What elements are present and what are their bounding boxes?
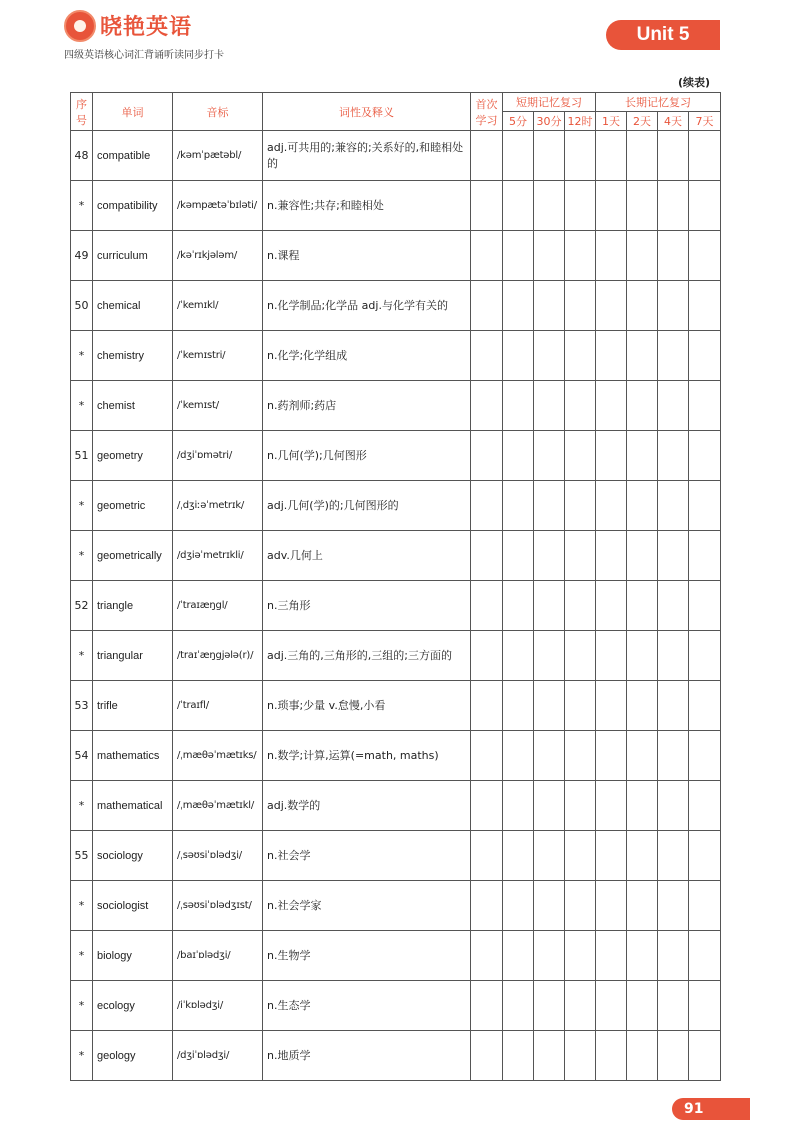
table-row [71,531,721,581]
row-phonetic: /ˈtraɪæŋgl/ [173,581,263,631]
checkin-cell[interactable] [534,631,565,681]
checkin-cell[interactable] [503,831,534,881]
checkin-cell[interactable] [658,131,689,181]
table-row [71,381,721,431]
checkin-cell[interactable] [658,681,689,731]
checkin-cell[interactable] [627,181,658,231]
checkin-cell[interactable] [534,1031,565,1081]
checkin-cell[interactable] [596,431,627,481]
row-word: ecology [93,981,173,1031]
row-word: compatibility [93,181,173,231]
row-phonetic: /ˈtraɪfl/ [173,681,263,731]
header-phonetic: 音标 [173,93,263,131]
checkin-cell[interactable] [471,931,503,981]
checkin-cell[interactable] [471,881,503,931]
header-short-col: 12时 [565,112,596,131]
checkin-cell[interactable] [627,881,658,931]
row-word: chemist [93,381,173,431]
table-row [71,881,721,931]
row-index: * [71,631,93,681]
checkin-cell[interactable] [565,281,596,331]
row-meaning: n.药剂师;药店 [263,381,471,431]
brand-logo-icon [64,10,96,42]
table-row [71,931,721,981]
row-word: geometrically [93,531,173,581]
checkin-cell[interactable] [471,431,503,481]
row-word: geometry [93,431,173,481]
header-long-col: 1天 [596,112,627,131]
row-index: 52 [71,581,93,631]
row-word: trifle [93,681,173,731]
checkin-cell[interactable] [565,531,596,581]
checkin-cell[interactable] [627,231,658,281]
checkin-cell[interactable] [627,931,658,981]
checkin-cell[interactable] [565,631,596,681]
row-word: triangle [93,581,173,631]
checkin-cell[interactable] [534,681,565,731]
checkin-cell[interactable] [534,181,565,231]
checkin-cell[interactable] [627,431,658,481]
checkin-cell[interactable] [534,831,565,881]
row-phonetic: /ˌdʒiːəˈmetrɪk/ [173,481,263,531]
row-index: * [71,981,93,1031]
checkin-cell[interactable] [596,731,627,781]
checkin-cell[interactable] [534,931,565,981]
row-index: 51 [71,431,93,481]
row-phonetic: /kəmpætəˈbɪləti/ [173,181,263,231]
table-row [71,731,721,781]
header-long-col: 4天 [658,112,689,131]
checkin-cell[interactable] [689,281,721,331]
row-word: chemistry [93,331,173,381]
row-index: 53 [71,681,93,731]
row-phonetic: /baɪˈɒlədʒi/ [173,931,263,981]
checkin-cell[interactable] [658,581,689,631]
checkin-cell[interactable] [503,481,534,531]
row-index: * [71,931,93,981]
checkin-cell[interactable] [689,181,721,231]
checkin-cell[interactable] [689,1031,721,1081]
row-index: * [71,331,93,381]
row-meaning: n.几何(学);几何图形 [263,431,471,481]
checkin-cell[interactable] [689,931,721,981]
header-long-col: 7天 [689,112,721,131]
checkin-cell[interactable] [471,331,503,381]
checkin-cell[interactable] [627,281,658,331]
checkin-cell[interactable] [534,731,565,781]
checkin-cell[interactable] [658,981,689,1031]
row-meaning: adj.三角的,三角形的,三组的;三方面的 [263,631,471,681]
row-meaning: n.社会学 [263,831,471,881]
checkin-cell[interactable] [534,131,565,181]
row-meaning: n.数学;计算,运算(=math, maths) [263,731,471,781]
checkin-cell[interactable] [658,531,689,581]
checkin-cell[interactable] [596,581,627,631]
row-word: compatible [93,131,173,181]
checkin-cell[interactable] [534,581,565,631]
checkin-cell[interactable] [689,481,721,531]
checkin-cell[interactable] [658,231,689,281]
row-index: * [71,381,93,431]
row-meaning: n.化学制品;化学品 adj.与化学有关的 [263,281,471,331]
checkin-cell[interactable] [627,731,658,781]
header-meaning: 词性及释义 [263,93,471,131]
row-index: * [71,881,93,931]
checkin-cell[interactable] [596,681,627,731]
row-index: * [71,481,93,531]
row-phonetic: /ˈkemɪkl/ [173,281,263,331]
row-word: geology [93,1031,173,1081]
table-row [71,1031,721,1081]
checkin-cell[interactable] [503,981,534,1031]
checkin-cell[interactable] [534,431,565,481]
header-short-col: 5分 [503,112,534,131]
checkin-cell[interactable] [689,981,721,1031]
row-index: 49 [71,231,93,281]
row-meaning: n.生物学 [263,931,471,981]
checkin-cell[interactable] [627,631,658,681]
row-meaning: n.兼容性;共存;和睦相处 [263,181,471,231]
checkin-cell[interactable] [534,481,565,531]
continued-label: (续表) [678,76,711,89]
row-phonetic: /dʒiəˈmetrɪkli/ [173,531,263,581]
checkin-cell[interactable] [534,531,565,581]
table-row [71,431,721,481]
row-meaning: n.地质学 [263,1031,471,1081]
checkin-cell[interactable] [534,781,565,831]
checkin-cell[interactable] [534,381,565,431]
row-phonetic: /dʒiˈɒlədʒi/ [173,1031,263,1081]
checkin-cell[interactable] [534,881,565,931]
brand [64,8,284,61]
checkin-cell[interactable] [596,631,627,681]
checkin-cell[interactable] [503,881,534,931]
checkin-cell[interactable] [689,881,721,931]
row-meaning: n.化学;化学组成 [263,331,471,381]
checkin-cell[interactable] [565,381,596,431]
checkin-cell[interactable] [627,681,658,731]
header-word: 单词 [93,93,173,131]
checkin-cell[interactable] [627,831,658,881]
table-row [71,631,721,681]
row-word: sociology [93,831,173,881]
checkin-cell[interactable] [471,731,503,781]
row-meaning: n.生态学 [263,981,471,1031]
checkin-cell[interactable] [689,581,721,631]
checkin-cell[interactable] [658,781,689,831]
checkin-cell[interactable] [503,181,534,231]
brand-name: 晓艳英语 [100,15,193,40]
header-long-term: 长期记忆复习 [596,93,721,112]
row-word: triangular [93,631,173,681]
row-meaning: n.琐事;少量 v.怠慢,小看 [263,681,471,731]
checkin-cell[interactable] [471,681,503,731]
table-row [71,581,721,631]
row-word: biology [93,931,173,981]
checkin-cell[interactable] [689,381,721,431]
checkin-cell[interactable] [471,231,503,281]
table-row [71,681,721,731]
table-row [71,181,721,231]
checkin-cell[interactable] [689,781,721,831]
row-index: 48 [71,131,93,181]
checkin-cell[interactable] [471,1031,503,1081]
checkin-cell[interactable] [596,1031,627,1081]
checkin-cell[interactable] [627,1031,658,1081]
checkin-cell[interactable] [565,481,596,531]
row-meaning: n.三角形 [263,581,471,631]
row-meaning: adj.几何(学)的;几何图形的 [263,481,471,531]
checkin-cell[interactable] [565,781,596,831]
checkin-cell[interactable] [596,931,627,981]
checkin-cell[interactable] [689,681,721,731]
row-phonetic: /ˌmæθəˈmætɪks/ [173,731,263,781]
checkin-cell[interactable] [689,131,721,181]
checkin-cell[interactable] [627,381,658,431]
row-phonetic: /kəˈrɪkjələm/ [173,231,263,281]
table-row [71,781,721,831]
row-meaning: n.课程 [263,231,471,281]
checkin-cell[interactable] [565,431,596,481]
checkin-cell[interactable] [565,931,596,981]
checkin-cell[interactable] [689,531,721,581]
header-short-term: 短期记忆复习 [503,93,596,112]
checkin-cell[interactable] [596,381,627,431]
checkin-cell[interactable] [471,781,503,831]
checkin-cell[interactable] [689,231,721,281]
checkin-cell[interactable] [565,731,596,781]
table-row [71,231,721,281]
checkin-cell[interactable] [596,831,627,881]
checkin-cell[interactable] [471,631,503,681]
checkin-cell[interactable] [689,331,721,381]
checkin-cell[interactable] [534,281,565,331]
checkin-cell[interactable] [471,381,503,431]
checkin-cell[interactable] [471,531,503,581]
checkin-cell[interactable] [596,131,627,181]
row-word: sociologist [93,881,173,931]
checkin-cell[interactable] [658,881,689,931]
checkin-cell[interactable] [689,631,721,681]
row-phonetic: /kəmˈpætəbl/ [173,131,263,181]
checkin-cell[interactable] [565,231,596,281]
checkin-cell[interactable] [503,1031,534,1081]
row-phonetic: /dʒiˈɒmətri/ [173,431,263,481]
checkin-cell[interactable] [627,581,658,631]
checkin-cell[interactable] [503,581,534,631]
row-phonetic: /traɪˈæŋgjələ(r)/ [173,631,263,681]
checkin-cell[interactable] [503,931,534,981]
checkin-cell[interactable] [471,281,503,331]
row-phonetic: /ˌsəʊsiˈɒlədʒɪst/ [173,881,263,931]
checkin-cell[interactable] [689,831,721,881]
checkin-cell[interactable] [658,331,689,381]
table-row [71,281,721,331]
checkin-cell[interactable] [658,181,689,231]
checkin-cell[interactable] [658,281,689,331]
checkin-cell[interactable] [503,381,534,431]
brand-subtitle: 四级英语核心词汇背诵听读同步打卡 [64,50,224,61]
checkin-cell[interactable] [689,731,721,781]
unit-tab: Unit 5 [606,20,720,50]
checkin-cell[interactable] [627,781,658,831]
checkin-cell[interactable] [503,331,534,381]
row-index: * [71,531,93,581]
checkin-cell[interactable] [658,431,689,481]
checkin-cell[interactable] [596,981,627,1031]
row-phonetic: /iˈkɒlədʒi/ [173,981,263,1031]
checkin-cell[interactable] [658,1031,689,1081]
checkin-cell[interactable] [565,181,596,231]
checkin-cell[interactable] [658,831,689,881]
checkin-cell[interactable] [534,981,565,1031]
checkin-cell[interactable] [596,781,627,831]
vocabulary-table [70,92,721,1081]
checkin-cell[interactable] [503,731,534,781]
checkin-cell[interactable] [658,631,689,681]
checkin-cell[interactable] [596,281,627,331]
row-meaning: adv.几何上 [263,531,471,581]
row-word: mathematical [93,781,173,831]
checkin-cell[interactable] [689,431,721,481]
row-word: curriculum [93,231,173,281]
checkin-cell[interactable] [565,1031,596,1081]
row-word: mathematics [93,731,173,781]
checkin-cell[interactable] [503,231,534,281]
row-phonetic: /ˈkemɪstri/ [173,331,263,381]
checkin-cell[interactable] [565,681,596,731]
checkin-cell[interactable] [658,731,689,781]
checkin-cell[interactable] [503,131,534,181]
checkin-cell[interactable] [596,231,627,281]
header-short-col: 30分 [534,112,565,131]
checkin-cell[interactable] [471,481,503,531]
checkin-cell[interactable] [658,481,689,531]
row-index: 50 [71,281,93,331]
row-index: * [71,781,93,831]
row-meaning: adj.数学的 [263,781,471,831]
row-word: chemical [93,281,173,331]
header-index: 序号 [71,93,93,131]
checkin-cell[interactable] [565,131,596,181]
row-index: 54 [71,731,93,781]
row-meaning: adj.可共用的;兼容的;关系好的,和睦相处的 [263,131,471,181]
checkin-cell[interactable] [471,831,503,881]
row-index: * [71,1031,93,1081]
checkin-cell[interactable] [565,981,596,1031]
checkin-cell[interactable] [596,181,627,231]
checkin-cell[interactable] [534,231,565,281]
row-phonetic: /ˈkemɪst/ [173,381,263,431]
checkin-cell[interactable] [503,781,534,831]
checkin-cell[interactable] [627,331,658,381]
checkin-cell[interactable] [627,481,658,531]
checkin-cell[interactable] [471,581,503,631]
checkin-cell[interactable] [596,881,627,931]
row-phonetic: /ˌmæθəˈmætɪkl/ [173,781,263,831]
table-row [71,331,721,381]
table-row [71,831,721,881]
row-index: 55 [71,831,93,881]
checkin-cell[interactable] [471,181,503,231]
checkin-cell[interactable] [596,331,627,381]
checkin-cell[interactable] [471,131,503,181]
checkin-cell[interactable] [565,881,596,931]
checkin-cell[interactable] [565,331,596,381]
checkin-cell[interactable] [627,131,658,181]
checkin-cell[interactable] [565,581,596,631]
checkin-cell[interactable] [658,931,689,981]
checkin-cell[interactable] [596,481,627,531]
table-row [71,481,721,531]
table-row [71,981,721,1031]
page-number: 91 [672,1098,750,1120]
header-first-study: 首次学习 [471,93,503,131]
table-row [71,131,721,181]
header-long-col: 2天 [627,112,658,131]
checkin-cell[interactable] [471,981,503,1031]
checkin-cell[interactable] [565,831,596,881]
checkin-cell[interactable] [627,531,658,581]
checkin-cell[interactable] [503,531,534,581]
checkin-cell[interactable] [503,431,534,481]
row-phonetic: /ˌsəʊsiˈɒlədʒi/ [173,831,263,881]
row-meaning: n.社会学家 [263,881,471,931]
row-index: * [71,181,93,231]
row-word: geometric [93,481,173,531]
checkin-cell[interactable] [503,631,534,681]
checkin-cell[interactable] [658,381,689,431]
checkin-cell[interactable] [503,281,534,331]
checkin-cell[interactable] [503,681,534,731]
checkin-cell[interactable] [627,981,658,1031]
checkin-cell[interactable] [596,531,627,581]
checkin-cell[interactable] [534,331,565,381]
